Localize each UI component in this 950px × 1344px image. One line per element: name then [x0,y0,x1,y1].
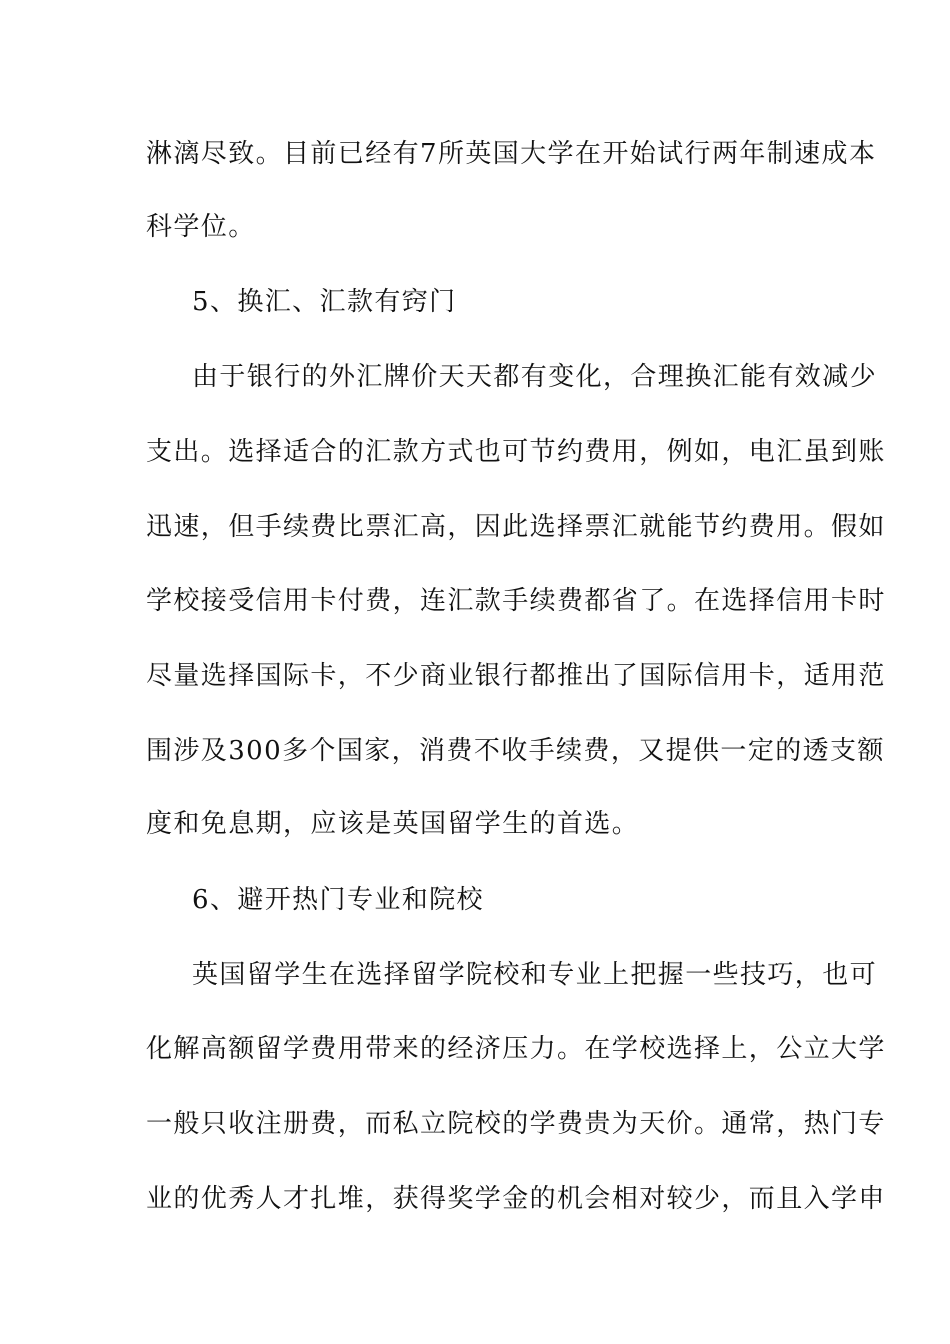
paragraph-line: 学校接受信用卡付费，连汇款手续费都省了。在选择信用卡时 [146,586,886,616]
paragraph-line: 化解高额留学费用带来的经济压力。在学校选择上，公立大学 [146,1034,886,1064]
paragraph-line: 业的优秀人才扎堆，获得奖学金的机会相对较少，而且入学申 [146,1184,886,1214]
paragraph-line: 一般只收注册费，而私立院校的学费贵为天价。通常，热门专 [146,1109,886,1139]
paragraph-line: 英国留学生在选择留学院校和专业上把握一些技巧，也可 [192,960,878,990]
paragraph-line: 度和免息期，应该是英国留学生的首选。 [146,809,640,839]
section-heading: 5、换汇、汇款有窍门 [192,287,457,317]
paragraph-line: 由于银行的外汇牌价天天都有变化，合理换汇能有效减少 [192,362,878,392]
paragraph-line: 迅速，但手续费比票汇高，因此选择票汇就能节约费用。假如 [146,512,886,542]
paragraph-line: 支出。选择适合的汇款方式也可节约费用，例如，电汇虽到账 [146,437,886,467]
paragraph-line: 尽量选择国际卡，不少商业银行都推出了国际信用卡，适用范 [146,661,886,691]
section-heading: 6、避开热门专业和院校 [192,885,484,915]
paragraph-line: 科学位。 [146,212,256,242]
paragraph-line: 围涉及300多个国家，消费不收手续费，又提供一定的透支额 [146,736,885,766]
paragraph-line: 淋漓尽致。目前已经有7所英国大学在开始试行两年制速成本 [146,139,877,169]
